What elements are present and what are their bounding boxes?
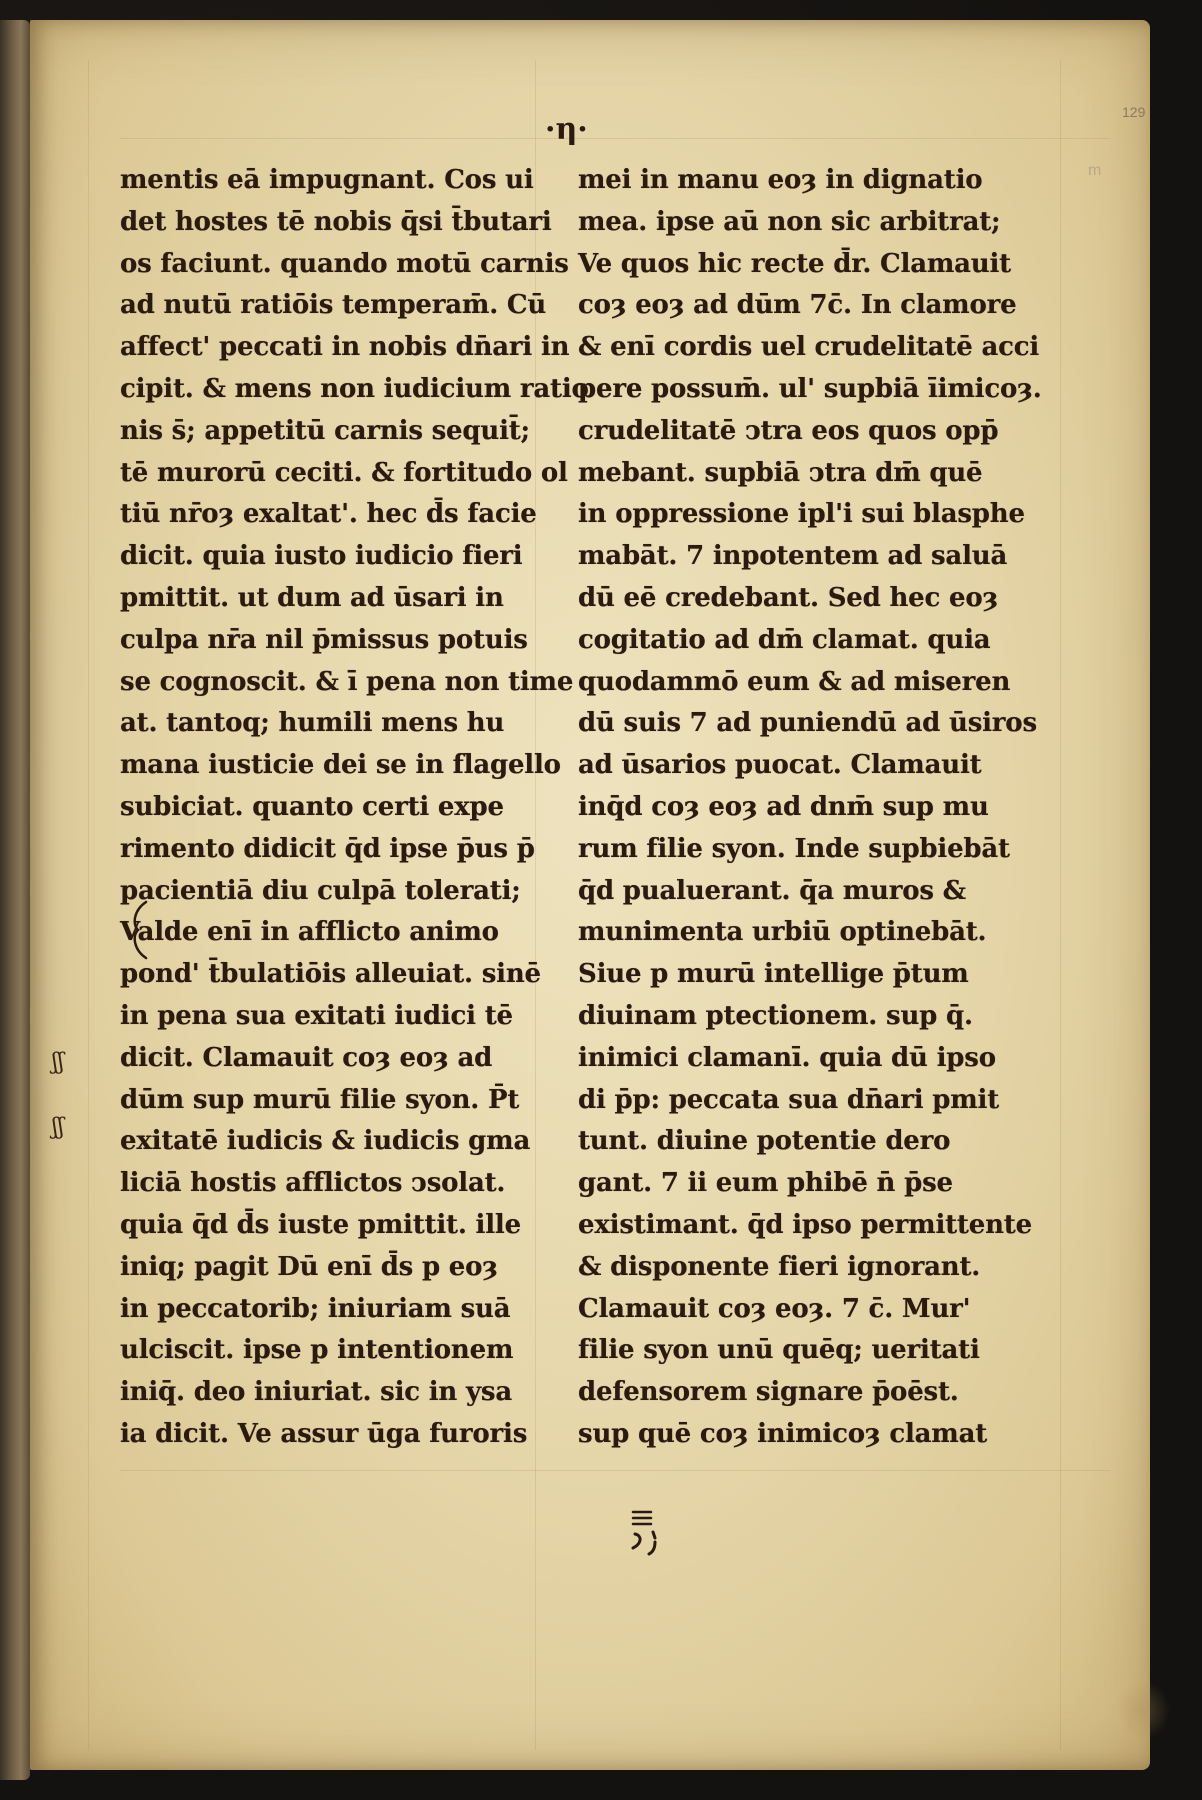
marginal-note: ʃʃ bbox=[52, 1050, 64, 1075]
text-line: ad nutū ratiōis temperam̄. Cū bbox=[120, 290, 547, 321]
text-line: quodammō eum & ad miseren bbox=[578, 666, 1011, 697]
text-line: pacientiā diu culpā tolerati; bbox=[120, 875, 521, 906]
ruling-line bbox=[120, 138, 1110, 139]
text-line: coȝ eoȝ ad dūm 7c̄. In clamore bbox=[578, 290, 1017, 321]
text-line: culpa nr̄a nil p̄missus potuis bbox=[120, 624, 528, 655]
text-line: nis s̄; appetitū carnis sequit̄; bbox=[120, 415, 530, 446]
text-line: inimici clamanī. quia dū ipso bbox=[578, 1042, 996, 1073]
text-line: tiū nr̄oȝ exaltat'. hec d̄s facie bbox=[120, 499, 537, 530]
text-line: mana iusticie dei se in flagello bbox=[120, 750, 561, 781]
text-line: iniq; pagit Dū enī d̄s p eoȝ bbox=[120, 1251, 498, 1282]
text-line: at. tantoq; humili mens hu bbox=[120, 708, 505, 739]
text-line: affect' peccati in nobis dn̄ari in bbox=[120, 332, 570, 363]
text-line: Siue p murū intellige p̄tum bbox=[578, 959, 969, 990]
text-line: dū eē credebant. Sed hec eoȝ bbox=[578, 582, 999, 613]
text-line: inq̄d coȝ eoȝ ad dnm̄ sup mu bbox=[578, 791, 989, 822]
text-line: & enī cordis uel crudelitatē acci bbox=[578, 332, 1040, 363]
text-line: gant. 7 ii eum phibē n̄ p̄se bbox=[578, 1168, 953, 1199]
text-line: se cognoscit. & ī pena non time bbox=[120, 666, 574, 697]
text-line: mei in manu eoȝ in dignatio bbox=[578, 165, 983, 195]
text-line: in peccatorib; iniuriam suā bbox=[120, 1293, 511, 1324]
text-line: mentis eā impugnant. Cos ui bbox=[120, 165, 534, 195]
text-line: tunt. diuine potentie dero bbox=[578, 1126, 951, 1157]
text-line: cipit. & mens non iudicium ratio bbox=[120, 373, 589, 404]
text-line: Valde enī in afflicto animo bbox=[120, 917, 499, 948]
ruling-line bbox=[120, 1470, 1110, 1471]
text-line: iniq̄. deo iniuriat. sic in ysa bbox=[120, 1377, 512, 1408]
text-line: pere possum̄. ul' supbiā īimicoȝ. bbox=[578, 373, 1042, 404]
text-line: ad ūsarios puocat. Clamauit bbox=[578, 750, 982, 781]
text-line: rum filie syon. Inde supbiebāt bbox=[578, 833, 1010, 864]
text-line: & disponente fieri ignorant. bbox=[578, 1251, 981, 1282]
text-line: pond' t̄bulatiōis alleuiat. sinē bbox=[120, 959, 541, 990]
running-head: ·η· bbox=[545, 112, 588, 147]
text-line: crudelitatē ↄtra eos quos opp̄ bbox=[578, 415, 999, 446]
text-line: defensorem signare p̄oēst. bbox=[578, 1377, 959, 1408]
text-line: mebant. supbiā ↄtra dm̄ quē bbox=[578, 457, 983, 488]
parchment-stain bbox=[1115, 1680, 1170, 1740]
text-line: di p̄p: peccata sua dn̄ari pmit bbox=[578, 1084, 1000, 1115]
preceding-leaf-edge bbox=[0, 20, 30, 1780]
text-line: dicit. quia iusto iudicio fieri bbox=[120, 541, 523, 572]
pencil-mark: m bbox=[1088, 162, 1102, 179]
text-line: q̄d pualuerant. q̄a muros & bbox=[578, 875, 966, 906]
text-line: exitatē iudicis & iudicis gma bbox=[120, 1126, 531, 1157]
text-line: subiciat. quanto certi expe bbox=[120, 791, 504, 822]
text-line: mea. ipse aū non sic arbitrat; bbox=[578, 206, 1001, 237]
text-line: rimento didicit q̄d ipse p̄us p̄ bbox=[120, 833, 535, 864]
marginal-note: ʃʃ bbox=[52, 1115, 64, 1140]
text-line: Clamauit coȝ eoȝ. 7 c̄. Mur' bbox=[578, 1293, 971, 1324]
text-line: os faciunt. quando motū carnis bbox=[120, 248, 569, 279]
text-line: ia dicit. Ve assur ūga furoris bbox=[120, 1418, 528, 1449]
text-line: dūm sup murū filie syon. P̄t bbox=[120, 1084, 520, 1115]
text-line: dū suis 7 ad puniendū ad ūsiros bbox=[578, 708, 1037, 739]
text-line: tē murorū ceciti. & fortitudo ol bbox=[120, 457, 568, 488]
text-line: quia q̄d d̄s iuste pmittit. ille bbox=[120, 1209, 521, 1240]
text-line: mabāt. 7 inpotentem ad saluā bbox=[578, 541, 1008, 572]
ruling-line bbox=[88, 60, 89, 1750]
end-flourish-icon bbox=[625, 1508, 665, 1558]
text-line: munimenta urbiū optinebāt. bbox=[578, 917, 987, 948]
text-line: ulciscit. ipse p intentionem bbox=[120, 1335, 514, 1366]
text-line: in pena sua exitati iudici tē bbox=[120, 1000, 513, 1031]
text-line: sup quē coȝ inimicoȝ clamat bbox=[578, 1418, 988, 1449]
text-line: det hostes tē nobis q̄si t̄butari bbox=[120, 206, 552, 237]
folio-number: 129 bbox=[1122, 104, 1146, 120]
text-line: in oppressione ipl'i sui blasphe bbox=[578, 499, 1025, 530]
text-line: filie syon unū quēq; ueritati bbox=[578, 1335, 980, 1366]
text-line: dicit. Clamauit coȝ eoȝ ad bbox=[120, 1042, 493, 1073]
text-line: liciā hostis afflictos ↄsolat. bbox=[120, 1168, 506, 1199]
text-line: cogitatio ad dm̄ clamat. quia bbox=[578, 624, 991, 655]
manuscript-folio bbox=[30, 20, 1150, 1770]
text-line: diuinam ptectionem. sup q̄. bbox=[578, 1000, 973, 1031]
text-line: pmittit. ut dum ad ūsari in bbox=[120, 582, 504, 613]
text-line: Ve quos hic recte d̄r. Clamauit bbox=[578, 248, 1011, 279]
text-column-left bbox=[120, 160, 589, 1456]
text-column-right bbox=[578, 160, 1098, 1456]
text-line: existimant. q̄d ipso permittente bbox=[578, 1209, 1032, 1240]
